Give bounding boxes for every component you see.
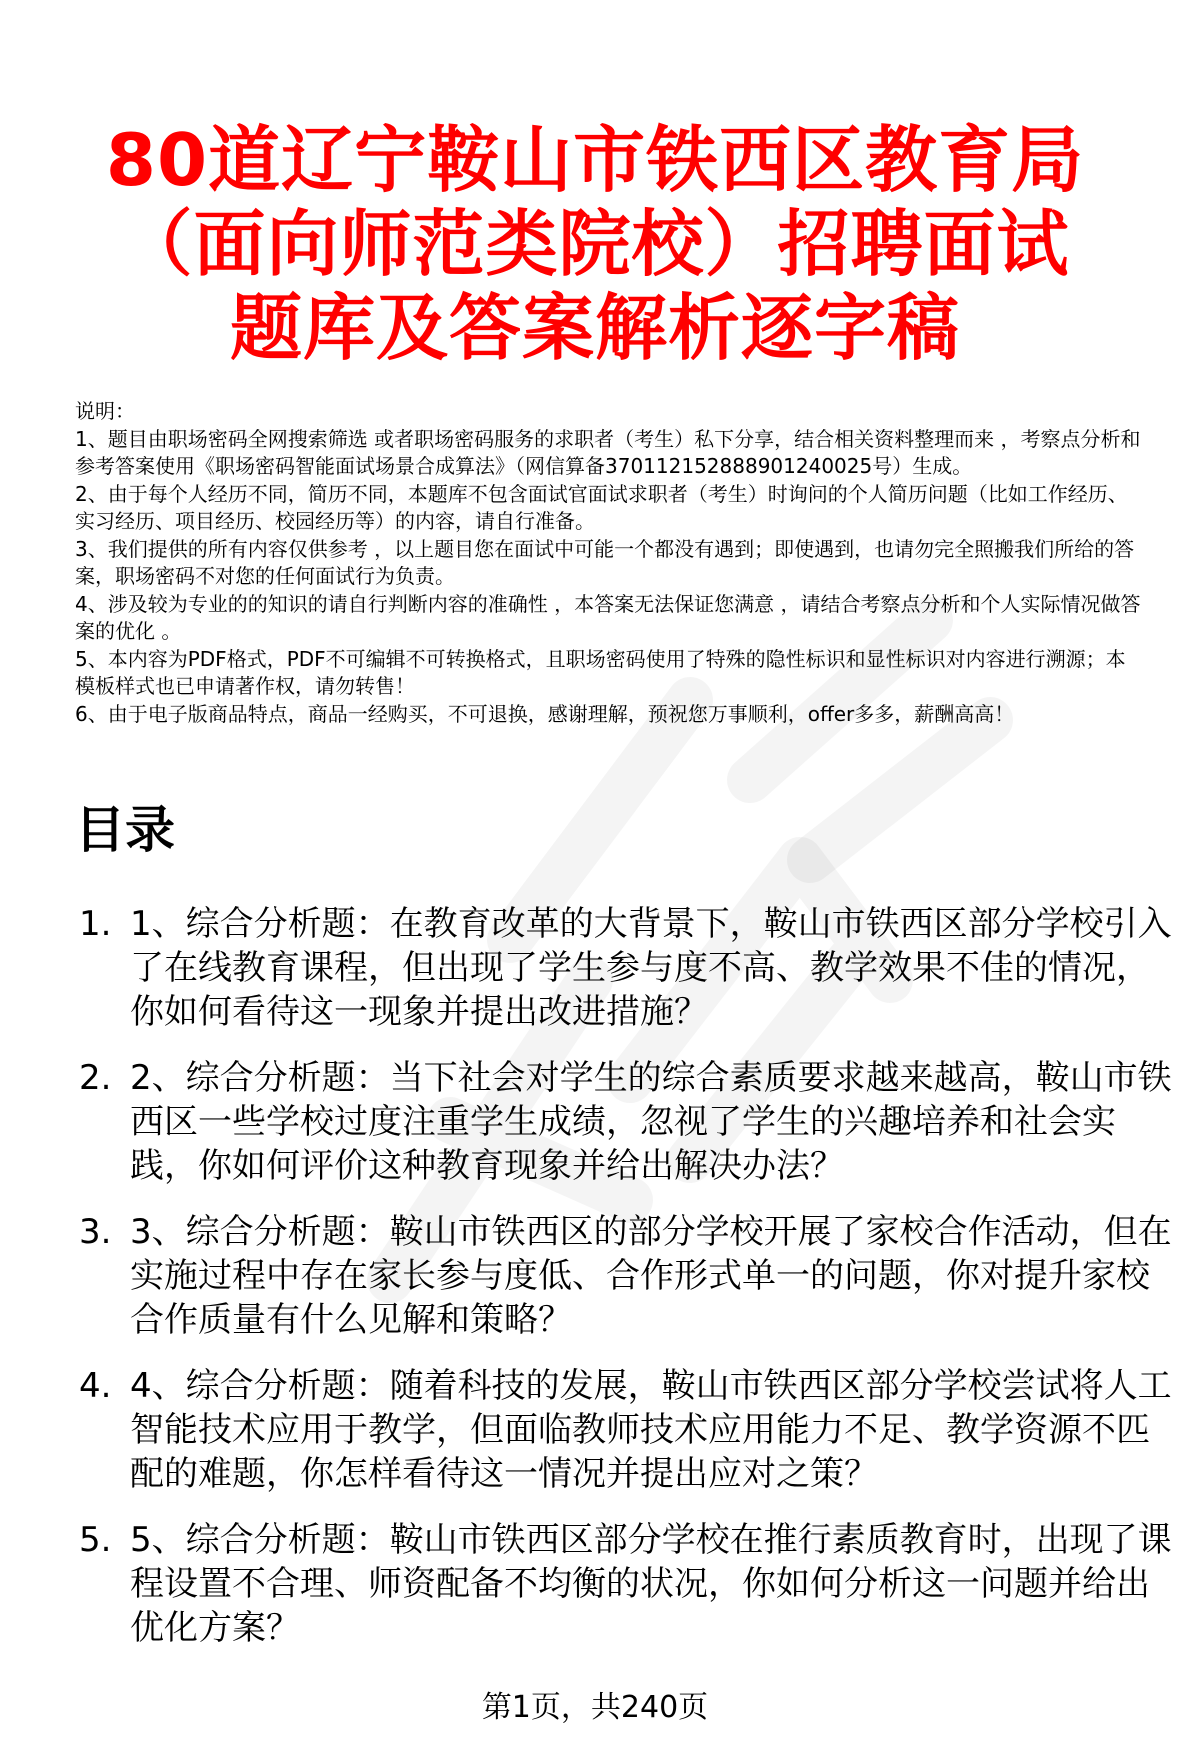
instruction-item: 5、本内容为PDF格式，PDF不可编辑不可转换格式，且职场密码使用了特殊的隐性标识和显性标识对内容进行溯源；本模板样式也已申请著作权，请勿转售！ bbox=[75, 646, 1126, 698]
instruction-item: 6、由于电子版商品特点，商品一经购买，不可退换，感谢理解，预祝您万事顺利，offer多多，薪酬高高！ bbox=[75, 701, 1015, 726]
instruction-item: 2、由于每个人经历不同，简历不同，本题库不包含面试官面试求职者（考生）时询问的个人简历问题（比如工作经历、实习经历、项目经历、校园经历等）的内容，请自行准备。 bbox=[75, 481, 1128, 533]
toc-item-number: 3. bbox=[79, 1212, 112, 1252]
toc-item[interactable] bbox=[75, 1364, 1175, 1496]
instruction-item: 1、题目由职场密码全网搜索筛选 或者职场密码服务的求职者（考生）私下分享，结合相关资料整理而来 ，考察点分析和参考答案使用《职场密码智能面试场景合成算法》（网信算备370112152888901240025号）生成。 bbox=[75, 426, 1141, 478]
toc-item[interactable] bbox=[75, 1518, 1175, 1650]
toc-item-number: 4. bbox=[79, 1366, 112, 1406]
toc-item-number: 5. bbox=[79, 1520, 112, 1560]
instruction-item: 4、涉及较为专业的的知识的请自行判断内容的准确性 ，本答案无法保证您满意 ，请结合考察点分析和个人实际情况做答案的优化 。 bbox=[75, 591, 1141, 643]
table-of-contents bbox=[75, 902, 1175, 1672]
toc-item[interactable] bbox=[75, 1210, 1175, 1342]
toc-item-text: 5、综合分析题：鞍山市铁西区部分学校在推行素质教育时，出现了课程设置不合理、师资配备不均衡的状况，你如何分析这一问题并给出优化方案？ bbox=[130, 1520, 1172, 1648]
instructions-section bbox=[75, 398, 1145, 728]
toc-item-number: 2. bbox=[79, 1058, 112, 1098]
toc-item-text: 4、综合分析题：随着科技的发展，鞍山市铁西区部分学校尝试将人工智能技术应用于教学，但面临教师技术应用能力不足、教学资源不匹配的难题，你怎样看待这一情况并提出应对之策？ bbox=[130, 1366, 1172, 1494]
toc-item-text: 2、综合分析题：当下社会对学生的综合素质要求越来越高，鞍山市铁西区一些学校过度注重学生成绩，忽视了学生的兴趣培养和社会实践，你如何评价这种教育现象并给出解决办法？ bbox=[130, 1058, 1172, 1186]
toc-item-number: 1. bbox=[79, 904, 112, 944]
toc-heading: 目录 bbox=[75, 801, 175, 859]
instruction-item: 3、我们提供的所有内容仅供参考 ，以上题目您在面试中可能一个都没有遇到；即使遇到，也请勿完全照搬我们所给的答案，职场密码不对您的任何面试行为负责。 bbox=[75, 536, 1135, 588]
instructions-heading: 说明： bbox=[75, 399, 135, 423]
toc-item[interactable] bbox=[75, 1056, 1175, 1188]
page-footer: 第1页，共240页 bbox=[481, 1690, 709, 1725]
toc-item[interactable] bbox=[75, 902, 1175, 1034]
document-title: 80道辽宁鞍山市铁西区教育局（面向师范类院校）招聘面试题库及答案解析逐字稿 bbox=[105, 118, 1085, 370]
toc-item-text: 1、综合分析题：在教育改革的大背景下，鞍山市铁西区部分学校引入了在线教育课程，但出现了学生参与度不高、教学效果不佳的情况，你如何看待这一现象并提出改进措施？ bbox=[130, 904, 1172, 1032]
toc-item-text: 3、综合分析题：鞍山市铁西区的部分学校开展了家校合作活动，但在实施过程中存在家长参与度低、合作形式单一的问题，你对提升家校合作质量有什么见解和策略？ bbox=[130, 1212, 1172, 1340]
